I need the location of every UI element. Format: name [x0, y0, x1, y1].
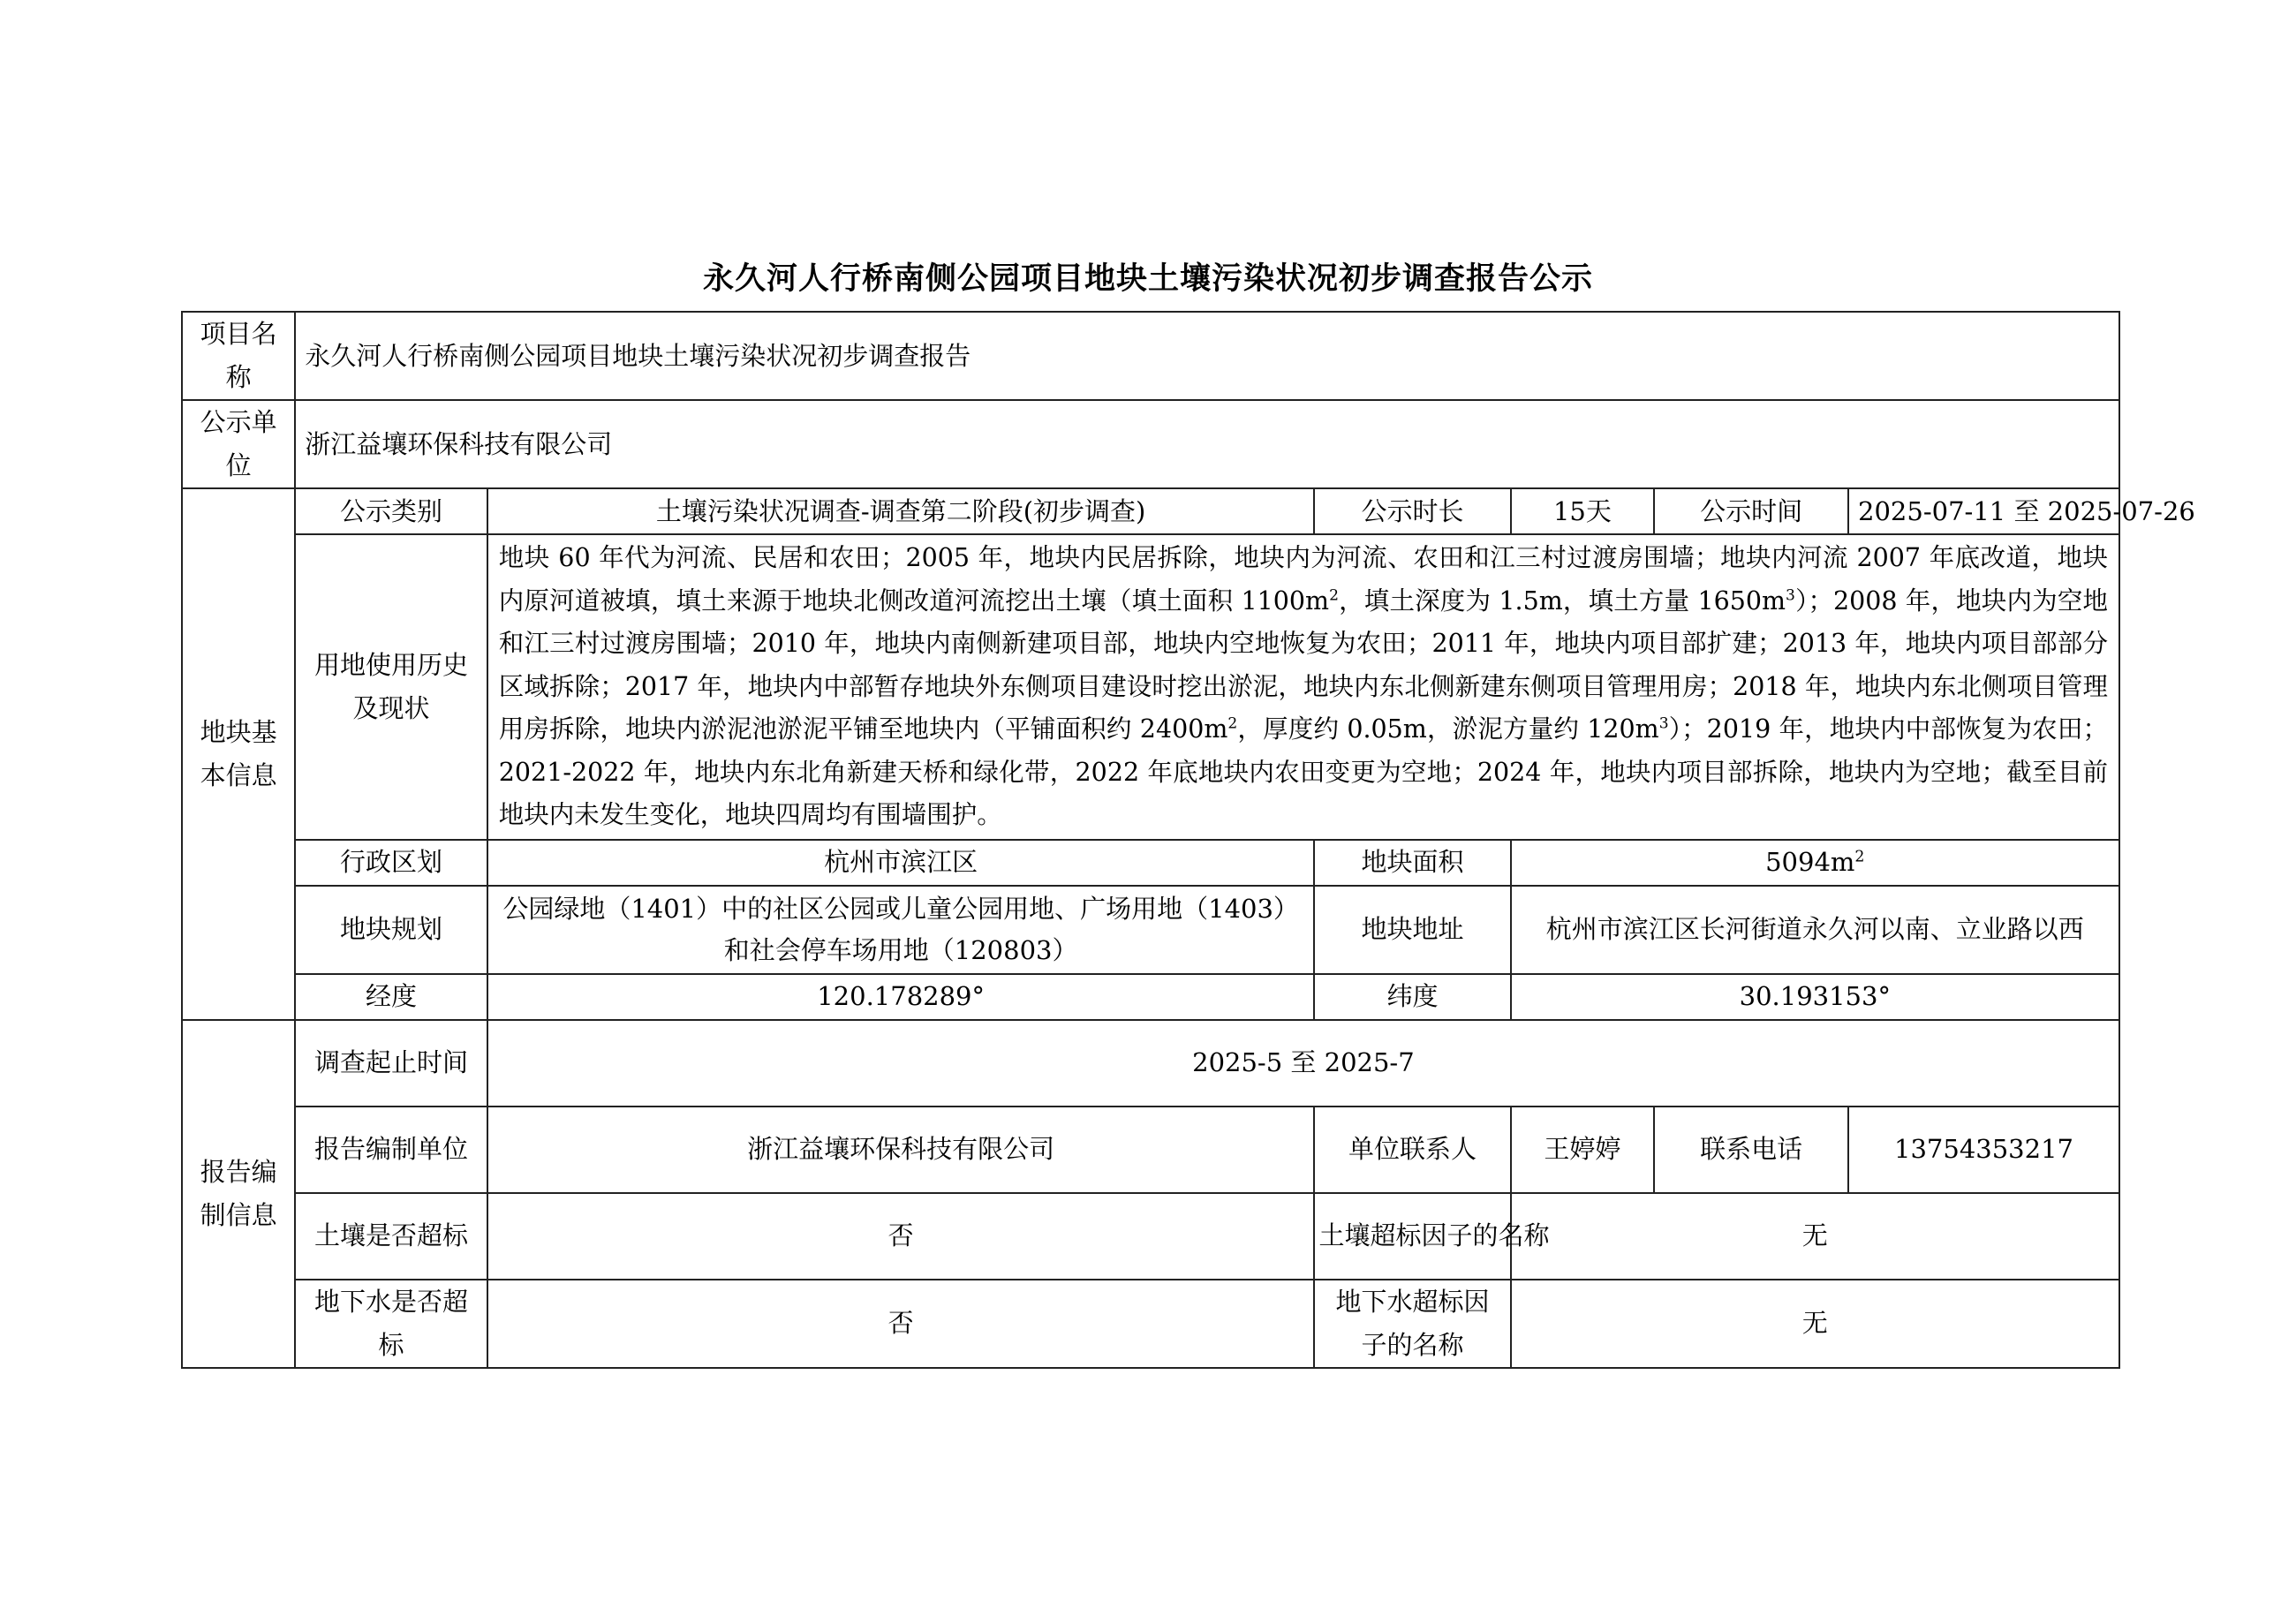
district-row [182, 840, 2119, 886]
publisher-row [182, 400, 2119, 488]
contact-value: 王婷婷 [1511, 1107, 1655, 1193]
address-value: 杭州市滨江区长河街道永久河以南、立业路以西 [1511, 886, 2119, 974]
latitude-label: 纬度 [1314, 974, 1510, 1020]
publisher-value: 浙江益壤环保科技有限公司 [295, 400, 2119, 488]
org-row [182, 1107, 2119, 1193]
groundwater-factor-label: 地下水超标因子的名称 [1314, 1280, 1510, 1368]
project-name-label: 项目名称 [182, 312, 295, 400]
groundwater-exceed-label: 地下水是否超标 [295, 1280, 487, 1368]
history-label: 用地使用历史及现状 [295, 534, 487, 840]
superscript-3: 3 [1786, 586, 1795, 604]
soil-factor-value: 无 [1511, 1193, 2119, 1280]
longitude-value: 120.178289° [487, 974, 1315, 1020]
coordinates-row [182, 974, 2119, 1020]
history-text-3: ）；2008 年，地块内为空地和江三村过渡房围墙；2010 年，地块内南侧新建项目部，地块内空地恢复为农田；2011 年，地块内项目部扩建；2013 年，地块内项目部部分区域拆除；2017 年，地块内中部暂存地块外东侧项目建设时挖出淤泥，地块内东北侧新建东侧项目管理用房；2018 年，地块内东北侧项目管理用房拆除，地块内淤泥池淤泥平铺至地块内（平铺面积约 2400m [498, 585, 2108, 744]
district-label: 行政区划 [295, 840, 487, 886]
soil-factor-label: 土壤超标因子的名称 [1314, 1193, 1510, 1280]
area-value [1511, 840, 2119, 886]
latitude-value: 30.193153° [1511, 974, 2119, 1020]
contact-label: 单位联系人 [1314, 1107, 1510, 1193]
page-title: 永久河人行桥南侧公园项目地块土壤污染状况初步调查报告公示 [702, 261, 1593, 297]
period-value: 2025-5 至 2025-7 [487, 1020, 2119, 1107]
history-text-5: ）；2019 年，地块内中部恢复为农田；2021-2022 年，地块内东北角新建天桥和绿化带，2022 年底地块内农田变更为空地；2024 年，地块内项目部拆除，地块内为空地；截至目前地块内未发生变化，地块四周均有围墙围护。 [498, 714, 2109, 829]
duration-value: 15天 [1511, 488, 1655, 534]
category-label: 公示类别 [295, 488, 487, 534]
history-row [182, 534, 2119, 840]
org-label: 报告编制单位 [295, 1107, 487, 1193]
period-row [182, 1020, 2119, 1107]
org-value: 浙江益壤环保科技有限公司 [487, 1107, 1315, 1193]
project-name-value: 永久河人行桥南侧公园项目地块土壤污染状况初步调查报告 [295, 312, 2119, 400]
superscript-2: 2 [1227, 714, 1238, 733]
duration-label: 公示时长 [1314, 488, 1510, 534]
planning-value: 公园绿地（1401）中的社区公园或儿童公园用地、广场用地（1403）和社会停车场用地（120803） [487, 886, 1315, 974]
announcement-table [181, 311, 2195, 1369]
planning-row [182, 886, 2119, 974]
period-label: 调查起止时间 [295, 1020, 487, 1107]
category-value: 土壤污染状况调查-调查第二阶段(初步调查) [487, 488, 1315, 534]
address-label: 地块地址 [1314, 886, 1510, 974]
groundwater-factor-value: 无 [1511, 1280, 2119, 1368]
history-text-2: ，填土深度为 1.5m，填土方量 1650m [1338, 585, 1786, 616]
groundwater-row [182, 1280, 2119, 1368]
history-value [487, 534, 2119, 840]
groundwater-exceed-value: 否 [487, 1280, 1315, 1368]
project-name-row [182, 312, 2119, 400]
history-text-4: ，厚度约 0.05m，淤泥方量约 120m [1237, 714, 1659, 744]
time-label: 公示时间 [1654, 488, 1848, 534]
category-row [182, 488, 2119, 534]
time-value: 2025-07-11 至 2025-07-26 [1848, 488, 2119, 534]
longitude-label: 经度 [295, 974, 487, 1020]
planning-label: 地块规划 [295, 886, 487, 974]
superscript-2: 2 [1854, 848, 1865, 866]
publisher-label: 公示单位 [182, 400, 295, 488]
history-text-1: 地块 60 年代为河流、民居和农田；2005 年，地块内民居拆除，地块内为河流、农田和江三村过渡房围墙；地块内河流 2007 年底改道，地块内原河道被填，填土来源于地块北侧改道河流挖出土壤（填土面积 1100m [498, 543, 2108, 616]
soil-exceed-label: 土壤是否超标 [295, 1193, 487, 1280]
area-number: 5094m [1765, 847, 1855, 877]
soil-exceed-value: 否 [487, 1193, 1315, 1280]
phone-value: 13754353217 [1848, 1107, 2119, 1193]
area-label: 地块面积 [1314, 840, 1510, 886]
superscript-2: 2 [1329, 586, 1339, 604]
soil-row [182, 1193, 2119, 1280]
district-value: 杭州市滨江区 [487, 840, 1315, 886]
superscript-3: 3 [1658, 714, 1669, 733]
report-info-label: 报告编制信息 [182, 1020, 295, 1368]
basic-info-label: 地块基本信息 [182, 488, 295, 1020]
phone-label: 联系电话 [1654, 1107, 1848, 1193]
